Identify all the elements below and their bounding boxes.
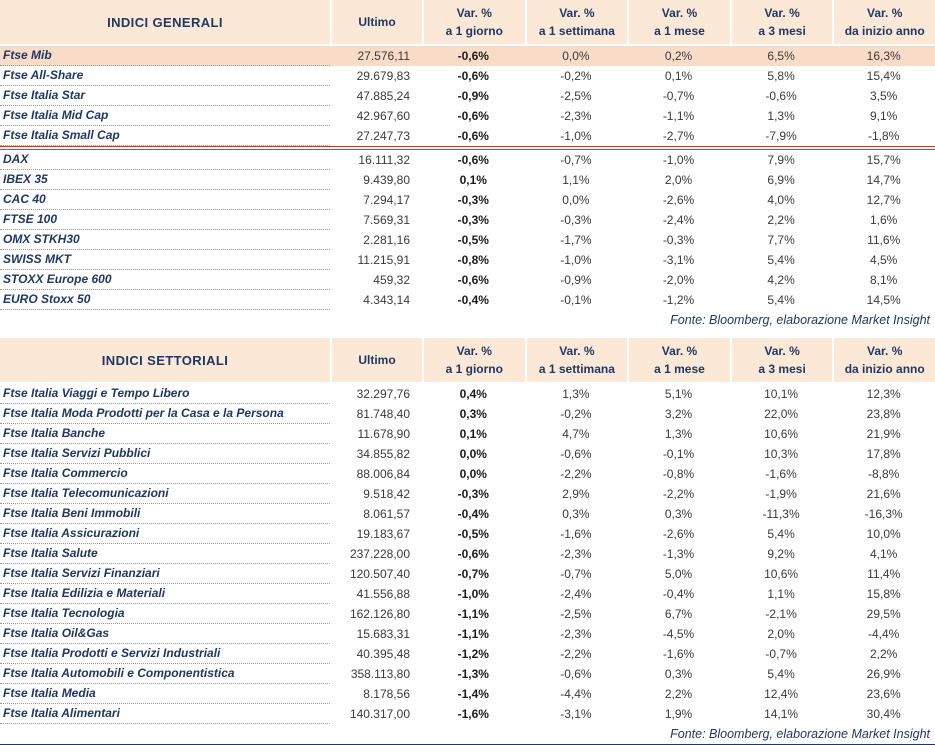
- ultimo-value: 120.507,40: [349, 567, 410, 581]
- var-value: 0,4%: [459, 387, 487, 401]
- var-value: -2,5%: [560, 89, 592, 103]
- var-value: -4,4%: [868, 627, 900, 641]
- var-value: -0,7%: [457, 567, 489, 581]
- var-value: -16,3%: [864, 507, 903, 521]
- var-value: 9,1%: [870, 109, 898, 123]
- index-label: Ftse Italia Oil&Gas: [0, 624, 330, 644]
- var-header-bottom-label: da inizio anno: [844, 23, 925, 38]
- ultimo-value: 32.297,76: [356, 387, 410, 401]
- table-row: [0, 230, 935, 250]
- table-row: [0, 484, 935, 504]
- ultimo-value: 34.855,82: [356, 447, 410, 461]
- var-value: 5,1%: [664, 387, 693, 401]
- index-label: Ftse Italia Prodotti e Servizi Industriali: [0, 644, 330, 664]
- index-label: Ftse Italia Moda Prodotti per la Casa e la Persona: [0, 404, 330, 424]
- var-value: 0,0%: [562, 193, 590, 207]
- table-row: [0, 584, 935, 604]
- var-value: -1,1%: [662, 109, 695, 123]
- var-value: 0,3%: [562, 507, 590, 521]
- var-value: 0,2%: [664, 49, 693, 63]
- var-header-top-label: Var. %: [559, 343, 595, 358]
- var-value: 23,6%: [866, 687, 901, 701]
- var-value: 0,3%: [459, 407, 487, 421]
- var-value: 0,3%: [664, 667, 693, 681]
- table-header: [0, 338, 935, 382]
- ultimo-value: 140.317,00: [349, 707, 410, 721]
- var-value: 11,6%: [867, 233, 901, 247]
- var-column-header: [832, 338, 935, 382]
- var-value: -0,7%: [662, 89, 695, 103]
- ultimo-value: 41.556,88: [356, 587, 410, 601]
- var-value: -2,2%: [662, 487, 695, 501]
- var-value: 0,0%: [459, 447, 487, 461]
- var-value: 6,9%: [767, 173, 795, 187]
- var-value: 21,6%: [866, 487, 901, 501]
- var-value: 10,6%: [764, 427, 799, 441]
- table-row: [0, 704, 935, 724]
- var-value: 4,0%: [767, 193, 795, 207]
- var-value: -2,6%: [662, 193, 695, 207]
- var-value: 2,2%: [870, 647, 898, 661]
- var-value: -0,2%: [560, 69, 592, 83]
- var-column-header: [832, 0, 935, 44]
- var-value: -0,6%: [765, 89, 797, 103]
- var-value: 7,7%: [767, 233, 795, 247]
- var-column-header: [422, 338, 525, 382]
- var-value: -1,7%: [560, 233, 592, 247]
- var-header-top-label: Var. %: [559, 5, 595, 20]
- table-row: [0, 86, 935, 106]
- var-header-bottom-label: a 1 settimana: [538, 23, 615, 38]
- var-value: -0,5%: [457, 233, 489, 247]
- var-value: 4,1%: [870, 547, 898, 561]
- table-row: [0, 464, 935, 484]
- var-value: 2,0%: [767, 627, 795, 641]
- index-label: DAX: [0, 150, 330, 170]
- var-value: 10,6%: [764, 567, 799, 581]
- var-value: -0,8%: [457, 253, 489, 267]
- var-value: 14,1%: [764, 707, 799, 721]
- indici-generali-table: [0, 0, 935, 330]
- ultimo-value: 40.395,48: [356, 647, 410, 661]
- var-value: 1,3%: [664, 427, 693, 441]
- var-value: 2,0%: [664, 173, 693, 187]
- ultimo-value: 42.967,60: [356, 109, 410, 123]
- var-column-header: [525, 0, 628, 44]
- var-value: -1,0%: [457, 587, 489, 601]
- var-header-bottom-label: a 1 mese: [654, 361, 705, 376]
- var-value: 3,2%: [664, 407, 693, 421]
- index-label: Ftse Italia Media: [0, 684, 330, 704]
- var-header-top-label: Var. %: [764, 5, 800, 20]
- var-value: -1,2%: [662, 293, 695, 307]
- var-value: -0,1%: [560, 293, 592, 307]
- var-value: -2,4%: [662, 213, 695, 227]
- var-value: -0,6%: [560, 667, 592, 681]
- var-value: -0,7%: [560, 153, 592, 167]
- index-label: Ftse Italia Automobili e Componentistica: [0, 664, 330, 684]
- var-value: -0,6%: [457, 547, 489, 561]
- table-row: [0, 544, 935, 564]
- var-value: -3,1%: [560, 707, 592, 721]
- table-title: INDICI SETTORIALI: [0, 338, 330, 382]
- var-value: 5,4%: [767, 527, 795, 541]
- var-header-bottom-label: a 3 mesi: [758, 361, 806, 376]
- index-label: Ftse Italia Telecomunicazioni: [0, 484, 330, 504]
- var-value: 1,6%: [870, 213, 898, 227]
- ultimo-value: 47.885,24: [356, 89, 410, 103]
- source-note: Fonte: Bloomberg, elaborazione Market Insight: [670, 727, 930, 741]
- var-value: -1,3%: [662, 547, 695, 561]
- ultimo-value: 2.281,16: [363, 233, 410, 247]
- var-value: -0,3%: [457, 487, 489, 501]
- var-header-top-label: Var. %: [764, 343, 800, 358]
- var-value: 9,2%: [767, 547, 795, 561]
- var-value: -7,9%: [765, 129, 797, 143]
- table-row: [0, 664, 935, 684]
- var-column-header: [627, 338, 730, 382]
- var-value: -0,6%: [457, 153, 489, 167]
- ultimo-value: 11.215,91: [357, 253, 410, 267]
- var-value: 15,7%: [866, 153, 901, 167]
- index-label: EURO Stoxx 50: [0, 290, 330, 310]
- var-value: -1,0%: [662, 153, 695, 167]
- var-value: -0,9%: [457, 89, 489, 103]
- index-label: Ftse Italia Tecnologia: [0, 604, 330, 624]
- var-value: -0,4%: [457, 293, 489, 307]
- var-value: 7,9%: [767, 153, 795, 167]
- var-value: -2,3%: [560, 109, 592, 123]
- var-value: 21,9%: [866, 427, 901, 441]
- var-value: 12,4%: [764, 687, 799, 701]
- var-value: 8,1%: [870, 273, 898, 287]
- var-value: -1,1%: [457, 607, 489, 621]
- var-value: 10,1%: [764, 387, 799, 401]
- var-value: 5,0%: [664, 567, 693, 581]
- var-value: -0,6%: [457, 129, 489, 143]
- var-column-header: [730, 0, 833, 44]
- var-value: -4,5%: [662, 627, 695, 641]
- table-row: [0, 424, 935, 444]
- var-value: 1,3%: [562, 387, 590, 401]
- index-label: STOXX Europe 600: [0, 270, 330, 290]
- var-value: 2,2%: [664, 687, 693, 701]
- table-row: [0, 250, 935, 270]
- var-column-header: [525, 338, 628, 382]
- var-value: -0,8%: [662, 467, 695, 481]
- var-value: -1,6%: [457, 707, 489, 721]
- ultimo-value: 88.006,84: [356, 467, 410, 481]
- var-value: 0,0%: [459, 467, 487, 481]
- var-value: -0,7%: [560, 567, 592, 581]
- var-value: 12,3%: [866, 387, 901, 401]
- table-row: [0, 150, 935, 170]
- var-value: -1,9%: [765, 487, 797, 501]
- var-value: -1,4%: [457, 687, 489, 701]
- index-label: Ftse Mib: [0, 46, 330, 66]
- var-value: 26,9%: [866, 667, 901, 681]
- var-header-bottom-label: a 1 giorno: [445, 361, 503, 376]
- var-header-bottom-label: a 3 mesi: [758, 23, 806, 38]
- var-header-bottom-label: a 1 giorno: [445, 23, 503, 38]
- var-column-header: [422, 0, 525, 44]
- var-value: -2,5%: [560, 607, 592, 621]
- var-value: -0,6%: [457, 49, 489, 63]
- var-value: 14,7%: [866, 173, 901, 187]
- ultimo-value: 8.061,57: [363, 507, 410, 521]
- var-value: -1,3%: [457, 667, 489, 681]
- index-label: Ftse All-Share: [0, 66, 330, 86]
- index-label: Ftse Italia Servizi Finanziari: [0, 564, 330, 584]
- ultimo-value: 162.126,80: [349, 607, 410, 621]
- table-row: [0, 604, 935, 624]
- ultimo-value: 19.183,67: [356, 527, 410, 541]
- table-row: [0, 66, 935, 86]
- var-value: -2,2%: [560, 467, 592, 481]
- source-note: Fonte: Bloomberg, elaborazione Market Insight: [670, 313, 930, 327]
- var-value: -0,3%: [560, 213, 592, 227]
- var-header-top-label: Var. %: [867, 343, 903, 358]
- var-value: 23,8%: [866, 407, 901, 421]
- var-value: 0,1%: [459, 427, 487, 441]
- table-row: [0, 564, 935, 584]
- var-value: 5,8%: [767, 69, 795, 83]
- index-label: Ftse Italia Salute: [0, 544, 330, 564]
- var-value: -2,0%: [662, 273, 695, 287]
- indici-settoriali-table: [0, 338, 935, 744]
- var-header-bottom-label: da inizio anno: [844, 361, 925, 376]
- ultimo-value: 7.569,31: [363, 213, 410, 227]
- ultimo-value: 358.113,80: [350, 667, 410, 681]
- var-value: 1,9%: [664, 707, 693, 721]
- var-value: 5,4%: [767, 667, 795, 681]
- var-value: 30,4%: [866, 707, 901, 721]
- var-value: -1,1%: [457, 627, 489, 641]
- ultimo-value: 9.439,80: [363, 173, 410, 187]
- var-value: -2,3%: [560, 547, 592, 561]
- ultimo-value: 15.683,31: [356, 627, 410, 641]
- var-value: -0,3%: [457, 213, 489, 227]
- var-value: 4,2%: [767, 273, 795, 287]
- var-value: -0,2%: [560, 407, 592, 421]
- index-label: Ftse Italia Mid Cap: [0, 106, 330, 126]
- ultimo-value: 237.228,00: [349, 547, 410, 561]
- var-value: 1,3%: [767, 109, 795, 123]
- ultimo-value: 7.294,17: [363, 193, 410, 207]
- var-value: 0,3%: [664, 507, 693, 521]
- var-header-top-label: Var. %: [661, 343, 698, 358]
- var-value: -1,6%: [765, 467, 797, 481]
- var-value: -8,8%: [868, 467, 900, 481]
- ultimo-value: 4.343,14: [363, 293, 410, 307]
- var-value: -0,4%: [662, 587, 695, 601]
- var-value: -1,6%: [662, 647, 695, 661]
- var-value: -0,1%: [662, 447, 695, 461]
- ultimo-value: 16.111,32: [358, 153, 410, 167]
- table-row: [0, 404, 935, 424]
- var-value: 10,0%: [866, 527, 901, 541]
- table-row: [0, 270, 935, 290]
- var-value: 0,1%: [459, 173, 487, 187]
- var-value: -2,2%: [560, 647, 592, 661]
- index-label: Ftse Italia Edilizia e Materiali: [0, 584, 330, 604]
- var-column-header: [730, 338, 833, 382]
- var-value: 17,8%: [866, 447, 901, 461]
- table-row: [0, 444, 935, 464]
- index-label: Ftse Italia Alimentari: [0, 704, 330, 724]
- table-row: [0, 644, 935, 664]
- var-value: 5,4%: [767, 293, 795, 307]
- var-value: -0,5%: [457, 527, 489, 541]
- index-label: Ftse Italia Beni Immobili: [0, 504, 330, 524]
- var-value: 0,0%: [562, 49, 590, 63]
- table-row: [0, 290, 935, 310]
- var-value: 2,9%: [562, 487, 590, 501]
- ultimo-value: 81.748,40: [356, 407, 410, 421]
- var-value: -11,3%: [762, 507, 800, 521]
- var-value: -0,3%: [457, 193, 489, 207]
- index-label: FTSE 100: [0, 210, 330, 230]
- table-row: [0, 126, 935, 146]
- var-value: -3,1%: [662, 253, 695, 267]
- var-header-top-label: Var. %: [456, 343, 492, 358]
- var-column-header: [627, 0, 730, 44]
- var-value: 2,2%: [767, 213, 795, 227]
- var-value: -1,8%: [868, 129, 900, 143]
- index-label: Ftse Italia Assicurazioni: [0, 524, 330, 544]
- var-header-top-label: Var. %: [867, 5, 903, 20]
- var-value: 10,3%: [764, 447, 799, 461]
- var-value: -2,4%: [560, 587, 592, 601]
- index-label: IBEX 35: [0, 170, 330, 190]
- index-label: Ftse Italia Commercio: [0, 464, 330, 484]
- var-value: 4,5%: [870, 253, 898, 267]
- ultimo-value: 8.178,56: [363, 687, 410, 701]
- var-value: 1,1%: [562, 173, 590, 187]
- var-value: -2,6%: [662, 527, 695, 541]
- var-value: -0,9%: [560, 273, 592, 287]
- var-value: -1,6%: [560, 527, 592, 541]
- var-value: -0,4%: [457, 507, 489, 521]
- index-label: Ftse Italia Servizi Pubblici: [0, 444, 330, 464]
- var-value: 4,7%: [562, 427, 590, 441]
- index-label: Ftse Italia Star: [0, 86, 330, 106]
- var-header-top-label: Var. %: [661, 5, 698, 20]
- var-header-top-label: Var. %: [456, 5, 492, 20]
- index-label: CAC 40: [0, 190, 330, 210]
- var-value: 15,4%: [866, 69, 901, 83]
- var-value: -0,6%: [457, 273, 489, 287]
- ultimo-column-header: Ultimo: [330, 338, 422, 382]
- var-value: -1,2%: [457, 647, 489, 661]
- ultimo-value: 27.247,73: [356, 129, 410, 143]
- ultimo-value: 27.576,11: [357, 49, 410, 63]
- index-label: Ftse Italia Small Cap: [0, 126, 330, 146]
- var-value: -0,6%: [457, 109, 489, 123]
- table-row: [0, 190, 935, 210]
- index-label: SWISS MKT: [0, 250, 330, 270]
- var-value: -1,0%: [560, 253, 592, 267]
- var-value: 29,5%: [866, 607, 901, 621]
- ultimo-value: 29.679,83: [356, 69, 410, 83]
- var-value: 5,4%: [767, 253, 795, 267]
- var-value: -0,6%: [560, 447, 592, 461]
- table-row: [0, 504, 935, 524]
- table-row: [0, 210, 935, 230]
- var-value: 1,1%: [767, 587, 795, 601]
- var-value: 15,8%: [866, 587, 901, 601]
- table-row: [0, 624, 935, 644]
- var-value: -2,7%: [662, 129, 695, 143]
- var-value: -4,4%: [560, 687, 592, 701]
- table-row: [0, 684, 935, 704]
- index-label: Ftse Italia Viaggi e Tempo Libero: [0, 384, 330, 404]
- table-title: INDICI GENERALI: [0, 0, 330, 44]
- var-value: -2,1%: [765, 607, 797, 621]
- var-value: 11,4%: [867, 567, 901, 581]
- ultimo-column-header: Ultimo: [330, 0, 422, 44]
- var-value: 14,5%: [866, 293, 901, 307]
- var-value: -1,0%: [560, 129, 592, 143]
- table-row: [0, 384, 935, 404]
- var-value: 6,7%: [664, 607, 693, 621]
- table-row: [0, 46, 935, 66]
- ultimo-value: 459,32: [373, 273, 410, 287]
- var-value: 12,7%: [866, 193, 901, 207]
- table-header: [0, 0, 935, 44]
- var-value: -2,3%: [560, 627, 592, 641]
- var-value: -0,7%: [765, 647, 797, 661]
- var-value: 16,3%: [866, 49, 901, 63]
- var-value: -0,3%: [662, 233, 695, 247]
- ultimo-value: 11.678,90: [357, 427, 410, 441]
- var-header-bottom-label: a 1 settimana: [538, 361, 615, 376]
- var-value: -0,6%: [457, 69, 489, 83]
- table-row: [0, 106, 935, 126]
- var-value: 0,1%: [664, 69, 693, 83]
- var-value: 22,0%: [764, 407, 799, 421]
- var-value: 6,5%: [767, 49, 795, 63]
- ultimo-value: 9.518,42: [363, 487, 410, 501]
- index-label: Ftse Italia Banche: [0, 424, 330, 444]
- index-label: OMX STKH30: [0, 230, 330, 250]
- var-value: 3,5%: [870, 89, 898, 103]
- table-row: [0, 524, 935, 544]
- var-header-bottom-label: a 1 mese: [654, 23, 705, 38]
- table-row: [0, 170, 935, 190]
